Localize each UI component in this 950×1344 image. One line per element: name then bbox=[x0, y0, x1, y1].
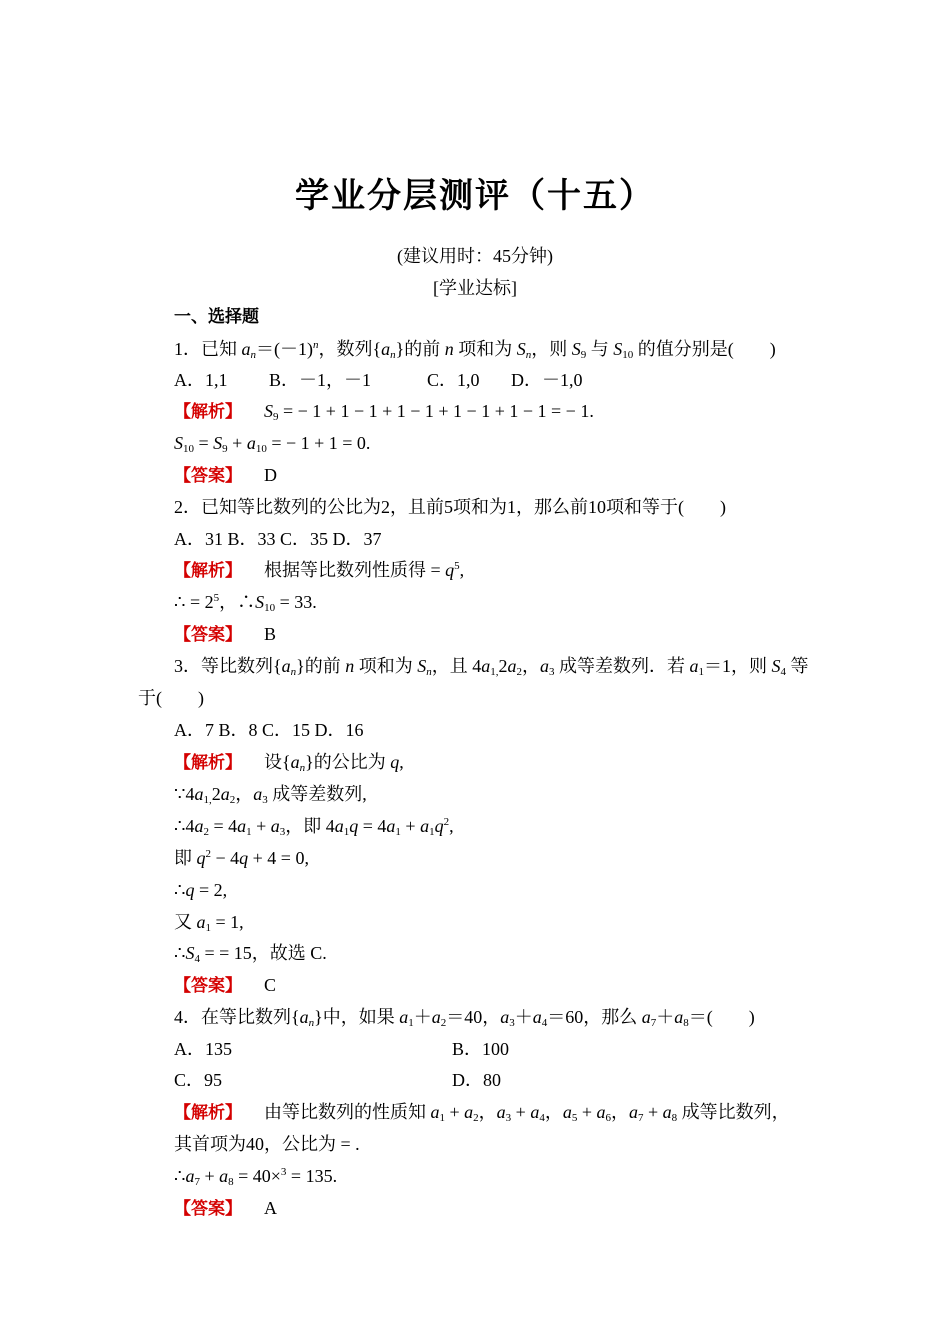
analysis-label: 【解析】 bbox=[174, 1103, 242, 1123]
q3-analysis-line5: ∴q = 2, bbox=[174, 880, 228, 900]
analysis-label: 【解析】 bbox=[174, 753, 242, 773]
q1-analysis: 【解析】 $S_9$ = − 1 + 1 − 1 + 1 − 1 + 1 − 1 + 1 − 1 = − 1. bbox=[174, 401, 594, 423]
q4-answer-value: A bbox=[264, 1198, 277, 1218]
q3-analysis-line4: 即 $q^2 - 4q + 4 = 0$, bbox=[174, 848, 309, 868]
q3-analysis-line6: 又 $a_1 = 1$, bbox=[174, 912, 244, 934]
q4-answer bbox=[174, 1196, 277, 1221]
answer-label: 【答案】 bbox=[174, 625, 242, 645]
q4-analysis: 【解析】 由等比数列的性质知 $a_1 + a_2$，$a_3 + a_4$，$a_5 + a_6$，$a_7 + a_8$ 成等比数列， bbox=[174, 1102, 790, 1124]
q4-analysis-line2: 其首项为40，公比为 = . bbox=[174, 1134, 360, 1154]
q4-option-d: D．80 bbox=[452, 1070, 501, 1090]
q3-analysis-line2: $\because 4a_{1,}2a_2$，$a_3$ 成等差数列, bbox=[174, 784, 367, 806]
section-tag: [学业达标] bbox=[433, 278, 517, 298]
answer-label: 【答案】 bbox=[174, 1199, 242, 1219]
q4-option-b: B．100 bbox=[452, 1039, 510, 1059]
analysis-label: 【解析】 bbox=[174, 561, 242, 581]
q1-answer-value: D bbox=[264, 465, 277, 485]
q1-option-d: D．－1,0 bbox=[511, 370, 583, 390]
answer-label: 【答案】 bbox=[174, 466, 242, 486]
page-title: 学业分层测评（十五） bbox=[295, 176, 655, 216]
q1-answer bbox=[174, 463, 277, 488]
section-heading: 一、选择题 bbox=[174, 307, 259, 327]
q2-analysis-line2: ∴ = $2^5$，$\therefore S_{10} = 33$. bbox=[174, 592, 317, 614]
q1-options bbox=[174, 368, 583, 392]
q2-answer-value: B bbox=[264, 624, 277, 644]
q2-stem: 2．已知等比数列的公比为2，且前5项和为1，那么前10项和等于( ) bbox=[174, 497, 726, 517]
q3-analysis: 【解析】 设$\{a_n\}$的公比为 q, bbox=[174, 752, 404, 774]
q3-answer-value: C bbox=[264, 975, 277, 995]
q4-stem: 4．在等比数列$\{a_n\}$中，如果 $a_1+a_2=40$，$a_3+a_4=60$，那么 $a_7+a_8=$( ) bbox=[174, 1007, 755, 1029]
q3-analysis-line7: $\therefore S_4$ = = 15，故选 C. bbox=[174, 943, 327, 965]
q4-options-row2 bbox=[174, 1068, 501, 1092]
q3-analysis-line3: $\therefore 4a_2 = 4a_1 + a_3$，即 $4a_1q = 4a_1 + a_1q^2$, bbox=[174, 816, 454, 838]
q1-option-b: B．－1，－1 bbox=[269, 370, 372, 390]
q2-analysis: 【解析】 根据等比数列性质得 = $q^5$, bbox=[174, 560, 465, 581]
time-note: (建议用时：45分钟) bbox=[397, 246, 553, 266]
q3-stem: 3．等比数列$\{a_n\}$的前 n 项和为 $S_n$，且 $4a_{1,}2a_2$，$a_3$ 成等差数列．若 $a_1=1$，则 $S_4$ 等 bbox=[174, 656, 809, 678]
q4-option-a: A．135 bbox=[174, 1039, 232, 1059]
q4-option-c: C．95 bbox=[174, 1070, 223, 1090]
analysis-label: 【解析】 bbox=[174, 402, 242, 422]
q4-analysis-line3: $\therefore a_7 + a_8 = 40\times^3 = 135$. bbox=[174, 1166, 338, 1188]
q2-options: A．31 B．33 C．35 D．37 bbox=[174, 529, 382, 549]
q3-answer bbox=[174, 973, 276, 998]
q4-options-row1 bbox=[174, 1037, 509, 1061]
q3-options: A．7 B．8 C．15 D．16 bbox=[174, 720, 364, 740]
answer-label: 【答案】 bbox=[174, 976, 242, 996]
q1-option-c: C．1,0 bbox=[427, 370, 480, 390]
q1-option-a: A．1,1 bbox=[174, 370, 228, 390]
q3-stem-cont: 于( ) bbox=[138, 688, 204, 708]
q2-answer bbox=[174, 622, 276, 647]
q1-stem: 1．已知 $a_n=(-1)^n$，数列$\{a_n\}$的前 n 项和为 $S_n$，则 $S_9$ 与 $S_{10}$ 的值分别是( ) bbox=[174, 339, 776, 361]
q1-analysis-line2: $S_{10} = S_9 + a_{10}$ = − 1 + 1 = 0. bbox=[174, 433, 371, 455]
